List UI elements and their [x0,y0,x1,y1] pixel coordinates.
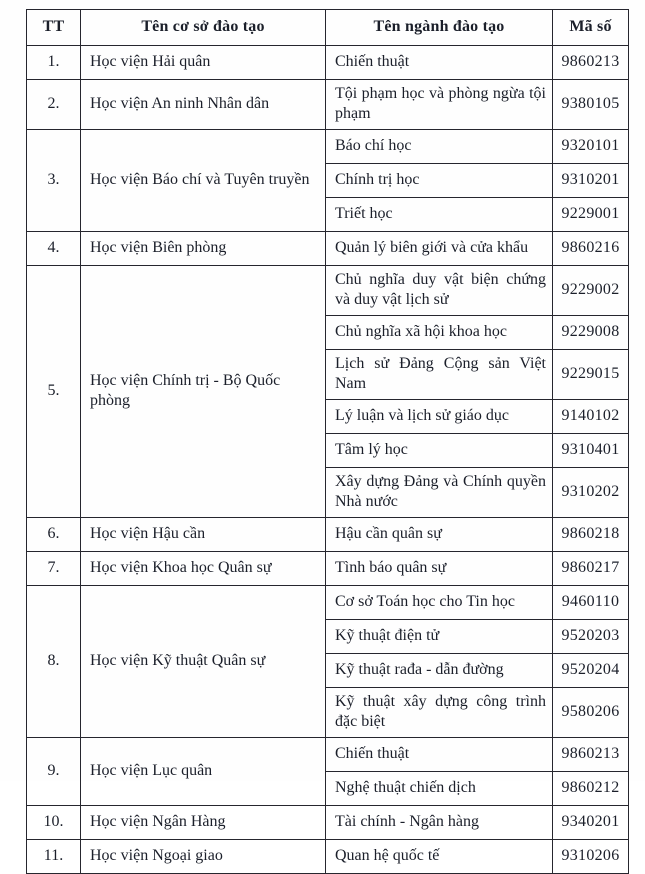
table-row [27,737,629,771]
row-number-cell: 8. [27,585,81,737]
major-code-cell: 9860212 [553,771,629,805]
major-code-cell: 9229001 [553,197,629,231]
major-name-cell: Hậu cần quân sự [326,517,553,551]
major-code-cell: 9860213 [553,737,629,771]
row-number-cell: 3. [27,129,81,231]
major-name-cell: Tài chính - Ngân hàng [326,805,553,839]
major-name-cell: Quản lý biên giới và cửa khẩu [326,231,553,265]
institution-cell: Học viện An ninh Nhân dân [81,80,326,130]
table-row [27,585,629,619]
major-code-cell: 9460110 [553,585,629,619]
major-name-cell: Lý luận và lịch sử giáo dục [326,399,553,433]
table-row [27,129,629,163]
row-number-cell: 5. [27,265,81,517]
training-institutions-table [26,9,629,874]
major-code-cell: 9520204 [553,653,629,687]
major-code-cell: 9860217 [553,551,629,585]
institution-cell: Học viện Ngân Hàng [81,805,326,839]
major-name-cell: Chủ nghĩa xã hội khoa học [326,315,553,349]
major-name-cell: Chủ nghĩa duy vật biện chứng và duy vật lịch sử [326,265,553,315]
major-name-cell: Tâm lý học [326,433,553,467]
major-name-cell: Chiến thuật [326,46,553,80]
major-code-cell: 9860216 [553,231,629,265]
major-name-cell: Triết học [326,197,553,231]
major-code-cell: 9229008 [553,315,629,349]
major-name-cell: Kỹ thuật xây dựng công trình đặc biệt [326,687,553,737]
institution-cell: Học viện Ngoại giao [81,839,326,873]
major-name-cell: Chính trị học [326,163,553,197]
major-code-cell: 9380105 [553,80,629,130]
major-name-cell: Xây dựng Đảng và Chính quyền Nhà nước [326,467,553,517]
institution-cell: Học viện Biên phòng [81,231,326,265]
table-header-row [27,10,629,46]
institution-cell: Học viện Khoa học Quân sự [81,551,326,585]
major-name-cell: Tội phạm học và phòng ngừa tội phạm [326,80,553,130]
header-code: Mã số [553,10,629,46]
table-row [27,46,629,80]
major-code-cell: 9320101 [553,129,629,163]
major-name-cell: Chiến thuật [326,737,553,771]
major-code-cell: 9520203 [553,619,629,653]
major-name-cell: Tình báo quân sự [326,551,553,585]
major-code-cell: 9860218 [553,517,629,551]
institution-cell: Học viện Chính trị - Bộ Quốc phòng [81,265,326,517]
table-row [27,265,629,315]
table-row [27,80,629,130]
table-row [27,551,629,585]
major-name-cell: Nghệ thuật chiến dịch [326,771,553,805]
institution-cell: Học viện Báo chí và Tuyên truyền [81,129,326,231]
major-code-cell: 9229002 [553,265,629,315]
row-number-cell: 6. [27,517,81,551]
major-name-cell: Kỹ thuật rađa - dẫn đường [326,653,553,687]
header-tt: TT [27,10,81,46]
major-name-cell: Báo chí học [326,129,553,163]
table-row [27,839,629,873]
header-institution: Tên cơ sở đào tạo [81,10,326,46]
row-number-cell: 2. [27,80,81,130]
major-name-cell: Lịch sử Đảng Cộng sản Việt Nam [326,349,553,399]
major-name-cell: Kỹ thuật điện tử [326,619,553,653]
row-number-cell: 10. [27,805,81,839]
major-code-cell: 9310206 [553,839,629,873]
row-number-cell: 4. [27,231,81,265]
table-row [27,231,629,265]
header-major: Tên ngành đào tạo [326,10,553,46]
major-code-cell: 9310202 [553,467,629,517]
major-code-cell: 9310401 [553,433,629,467]
table-row [27,805,629,839]
institution-cell: Học viện Lục quân [81,737,326,805]
institution-cell: Học viện Hải quân [81,46,326,80]
major-code-cell: 9310201 [553,163,629,197]
major-name-cell: Quan hệ quốc tế [326,839,553,873]
institution-cell: Học viện Kỹ thuật Quân sự [81,585,326,737]
major-code-cell: 9580206 [553,687,629,737]
institution-cell: Học viện Hậu cần [81,517,326,551]
row-number-cell: 7. [27,551,81,585]
row-number-cell: 11. [27,839,81,873]
row-number-cell: 9. [27,737,81,805]
major-code-cell: 9340201 [553,805,629,839]
major-code-cell: 9860213 [553,46,629,80]
major-name-cell: Cơ sở Toán học cho Tin học [326,585,553,619]
table-row [27,517,629,551]
row-number-cell: 1. [27,46,81,80]
major-code-cell: 9229015 [553,349,629,399]
major-code-cell: 9140102 [553,399,629,433]
